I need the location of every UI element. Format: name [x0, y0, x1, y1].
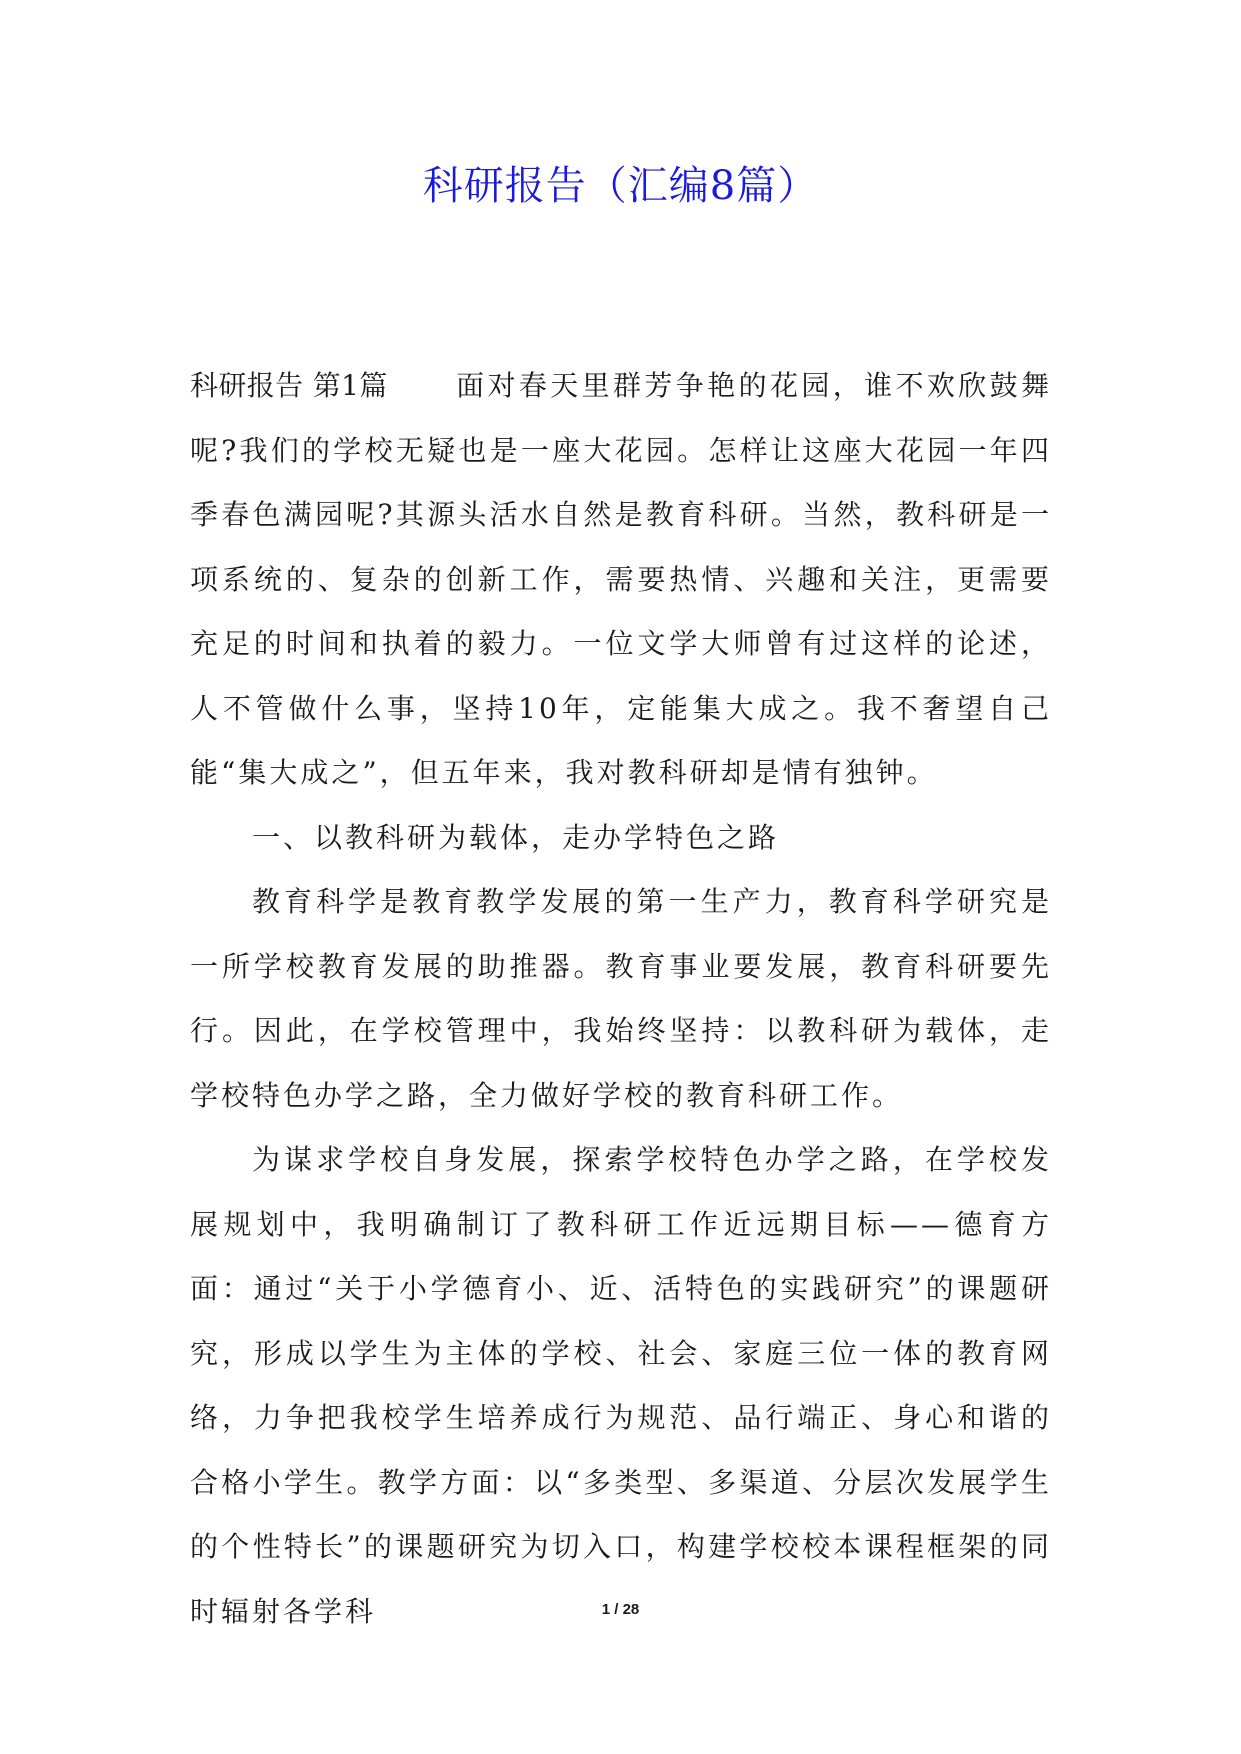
section-heading: 科研报告 第1篇: [190, 369, 388, 402]
paragraph-3: 教育科学是教育教学发展的第一生产力，教育科学研究是一所学校教育发展的助推器。教育事业要发展，教育科研要先行。因此，在学校管理中，我始终坚持：以教科研为载体，走学校特色办学之路，全力做好学校的教育科研工作。: [190, 885, 1052, 1112]
paragraph-2: 一、以教科研为载体，走办学特色之路: [252, 820, 780, 854]
paragraph-1: [190, 354, 1052, 806]
document-title: 科研报告（汇编8篇）: [422, 163, 819, 209]
paragraph-1-text: 面对春天里群芳争艳的花园，谁不欢欣鼓舞呢?我们的学校无疑也是一座大花园。怎样让这座大花园一年四季春色满园呢?其源头活水自然是教育科研。当然，教科研是一项系统的、复杂的创新工作，需要热情、兴趣和关注，更需要充足的时间和执着的毅力。一位文学大师曾有过这样的论述，人不管做什么事，坚持10年，定能集大成之。我不奢望自己能“集大成之”，但五年来，我对教科研却是情有独钟。: [190, 369, 1052, 789]
document-body: [190, 354, 1052, 1644]
paragraph-4: 为谋求学校自身发展，探索学校特色办学之路，在学校发展规划中，我明确制订了教科研工作近远期目标——德育方面：通过“关于小学德育小、近、活特色的实践研究”的课题研究，形成以学生为主体的学校、社会、家庭三位一体的教育网络，力争把我校学生培养成行为规范、品行端正、身心和谐的合格小学生。教学方面：以“多类型、多渠道、分层次发展学生的个性特长”的课题研究为切入口，构建学校校本课程框架的同时辐射各学科: [190, 1143, 1052, 1628]
page-number: 1 / 28: [601, 1601, 640, 1618]
